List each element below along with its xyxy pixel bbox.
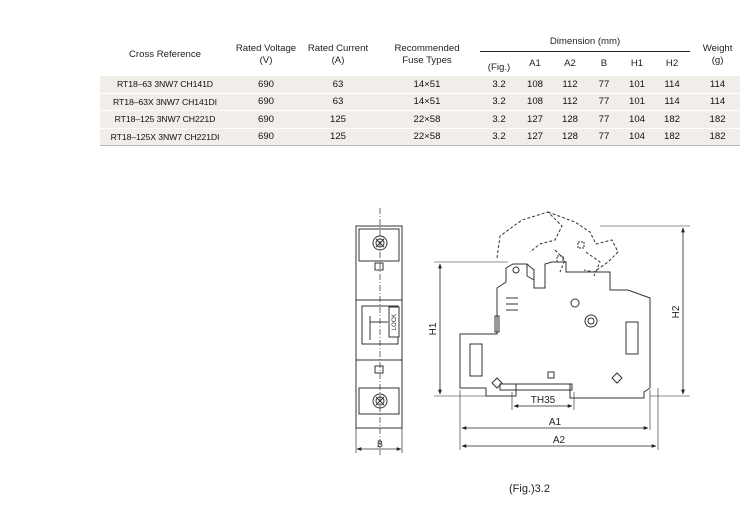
cell-voltage: 690	[230, 128, 302, 146]
header-dimension: Dimension (mm)	[480, 33, 690, 52]
header-h1: H1	[620, 52, 654, 77]
cell-voltage: 690	[230, 111, 302, 129]
side-view	[460, 212, 650, 398]
cell-weight: 114	[690, 93, 740, 111]
cell-fig: 3.2	[480, 76, 518, 93]
header-h2: H2	[654, 52, 690, 77]
header-fuse-types: Recommended Fuse Types	[374, 33, 480, 76]
cell-a2: 128	[552, 128, 588, 146]
cell-b: 77	[588, 111, 620, 129]
header-a1: A1	[518, 52, 552, 77]
header-a2: A2	[552, 52, 588, 77]
cell-a1: 127	[518, 111, 552, 129]
cell-current: 125	[302, 111, 374, 129]
din-rail	[500, 384, 572, 390]
cell-cross-reference: RT18–125 3NW7 CH221D	[100, 111, 230, 129]
cell-h1: 101	[620, 93, 654, 111]
cell-voltage: 690	[230, 93, 302, 111]
cell-fig: 3.2	[480, 111, 518, 129]
dimension-lines	[434, 226, 690, 450]
fuse-slot-right	[626, 322, 638, 354]
front-view	[356, 208, 402, 455]
label-lock: LOCK	[392, 313, 398, 331]
cell-a1: 127	[518, 128, 552, 146]
center-screw-icon	[585, 315, 597, 327]
cell-fuse-type: 14×51	[374, 76, 480, 93]
cell-b: 77	[588, 76, 620, 93]
cell-h2: 114	[654, 76, 690, 93]
cell-fuse-type: 14×51	[374, 93, 480, 111]
cell-h2: 182	[654, 111, 690, 129]
cell-fuse-type: 22×58	[374, 111, 480, 129]
label-a2: A2	[552, 435, 566, 446]
cell-b: 77	[588, 128, 620, 146]
label-h2: H2	[671, 305, 682, 319]
cell-weight: 114	[690, 76, 740, 93]
cell-current: 125	[302, 128, 374, 146]
cell-weight: 182	[690, 111, 740, 129]
label-b: B	[376, 439, 384, 449]
cell-h1: 104	[620, 128, 654, 146]
header-b: B	[588, 52, 620, 77]
label-h1: H1	[428, 322, 439, 336]
cell-fig: 3.2	[480, 128, 518, 146]
cell-a2: 128	[552, 111, 588, 129]
header-rated-voltage: Rated Voltage (V)	[230, 33, 302, 76]
cell-cross-reference: RT18–63 3NW7 CH141D	[100, 76, 230, 93]
cell-current: 63	[302, 93, 374, 111]
cell-current: 63	[302, 76, 374, 93]
header-rated-current: Rated Current (A)	[302, 33, 374, 76]
cell-a1: 108	[518, 76, 552, 93]
cell-voltage: 690	[230, 76, 302, 93]
cell-b: 77	[588, 93, 620, 111]
cell-a2: 112	[552, 93, 588, 111]
cell-h2: 114	[654, 93, 690, 111]
cell-h2: 182	[654, 128, 690, 146]
cell-h1: 104	[620, 111, 654, 129]
open-handle-outline	[497, 212, 562, 258]
cell-fig: 3.2	[480, 93, 518, 111]
header-fig: (Fig.)	[480, 52, 518, 77]
cell-a2: 112	[552, 76, 588, 93]
cell-a1: 108	[518, 93, 552, 111]
cell-fuse-type: 22×58	[374, 128, 480, 146]
cell-cross-reference: RT18–125X 3NW7 CH221DI	[100, 128, 230, 146]
label-a1: A1	[548, 417, 562, 428]
cell-weight: 182	[690, 128, 740, 146]
header-cross-reference: Cross Reference	[100, 33, 230, 76]
cell-cross-reference: RT18–63X 3NW7 CH141DI	[100, 93, 230, 111]
header-weight: Weight (g)	[690, 33, 740, 76]
figure-caption: (Fig.)3.2	[509, 483, 550, 495]
label-th35: TH35	[530, 395, 556, 406]
cell-h1: 101	[620, 76, 654, 93]
fuse-slot-left	[470, 344, 482, 376]
